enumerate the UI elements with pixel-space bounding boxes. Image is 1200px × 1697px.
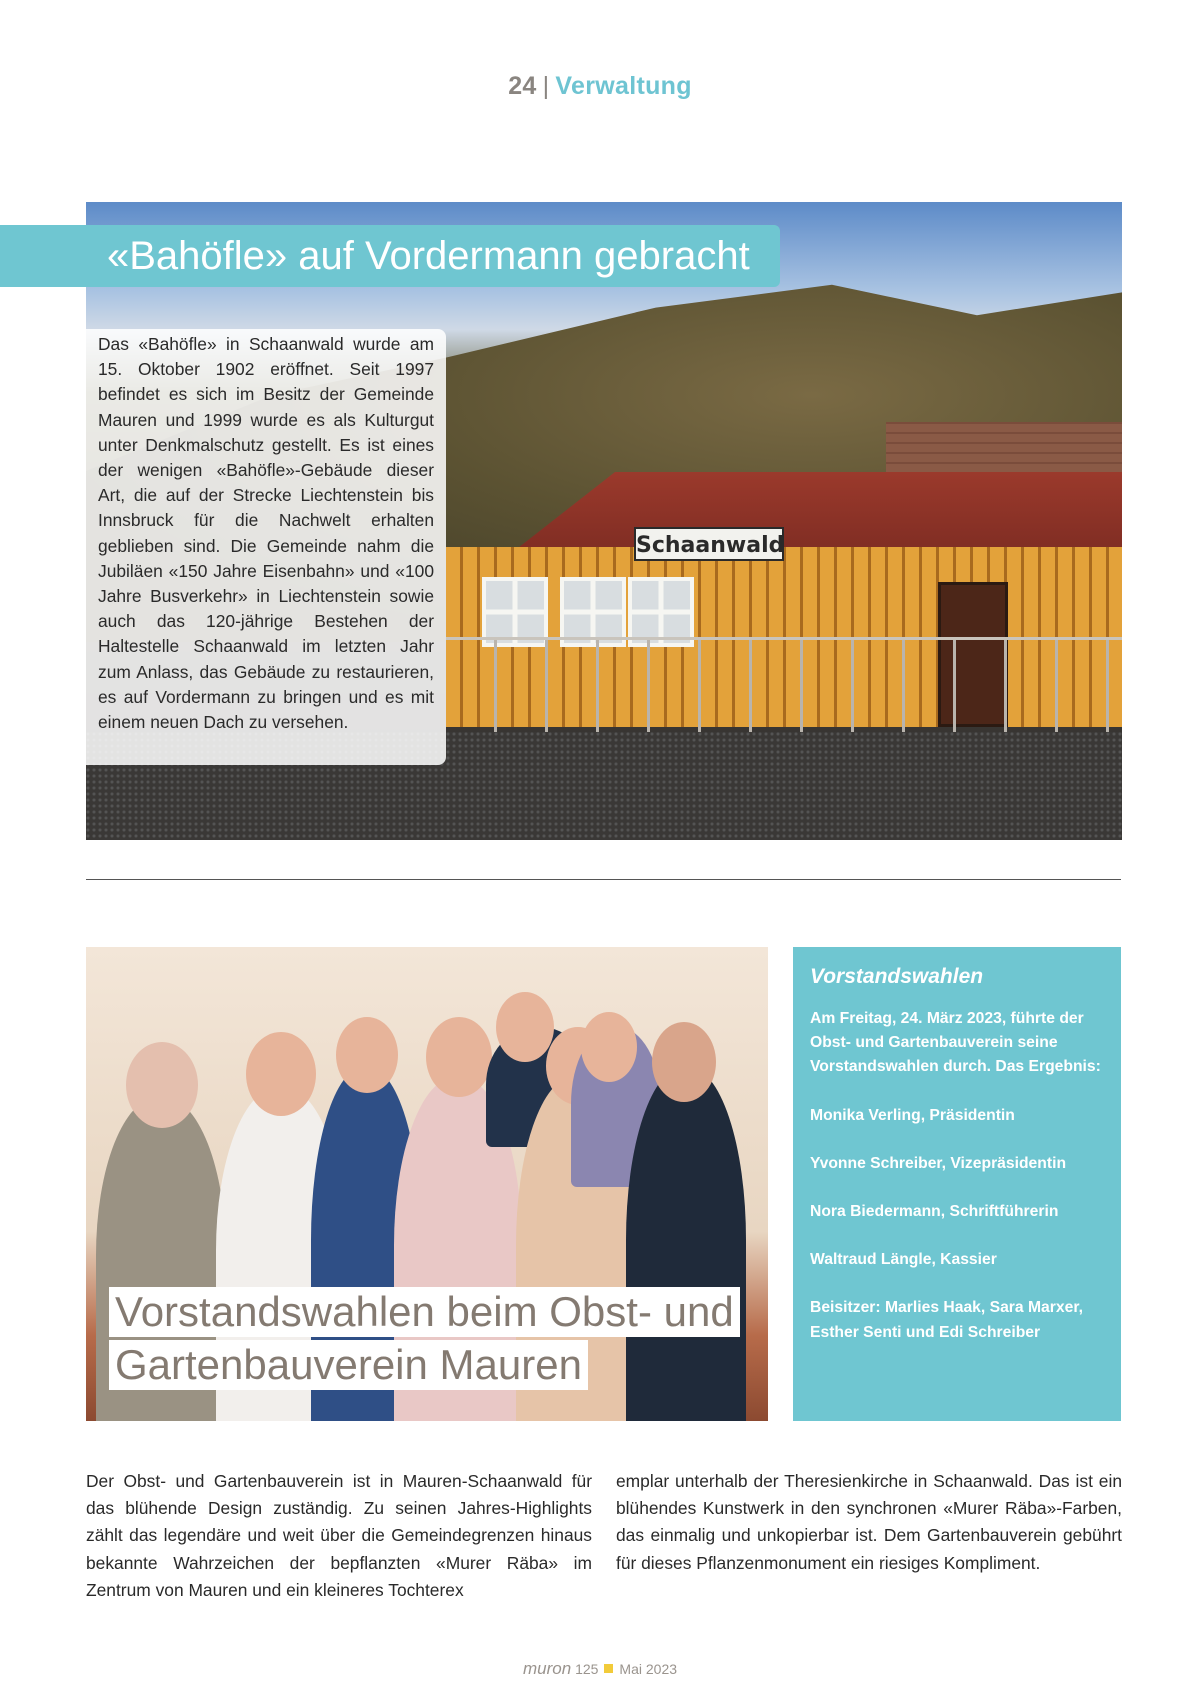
footer-date: Mai 2023 <box>619 1661 678 1677</box>
group-photo <box>86 947 768 1421</box>
group-title-line2: Gartenbauverein Mauren <box>109 1340 588 1390</box>
intro-paragraph: Das «Bahöfle» in Schaanwald wurde am 15. Oktober 1902 eröffnet. Seit 1997 befindet es sich im Besitz der Gemeinde Mauren und 1999 wurde es als Kulturgut unter Denkmalschutz gestellt. Es ist eines der wenigen «Bahöfle»-Gebäude dieser Art, die auf der Strecke Liechtenstein bis Innsbruck für die Nachwelt erhalten geblieben sind. Die Gemeinde nahm die Jubiläen «150 Jahre Eisenbahn» und «100 Jahre Busverkehr» in Liechtenstein sowie auch das 120-jährige Bestehen der Haltestelle Schaanwald im letzten Jahr zum Anlass, das Gebäude zu restaurieren, es auf Vordermann zu bringen und es mit einem neuen Dach zu versehen. <box>98 334 434 733</box>
page-number: 24 <box>508 72 537 100</box>
footer-issue: 125 <box>575 1661 599 1677</box>
person-head <box>336 1017 398 1093</box>
footer-square-icon <box>604 1664 613 1673</box>
person-head <box>581 1012 637 1082</box>
sidebar-intro: Am Freitag, 24. März 2023, führte der Obst- und Gartenbauverein seine Vorstandswahlen durch. Das Ergebnis: <box>810 1010 1101 1076</box>
person-head <box>246 1032 316 1116</box>
section-divider <box>86 879 1121 880</box>
page-header <box>0 72 1200 101</box>
station-sign: Schaanwald <box>634 527 784 561</box>
person-head <box>496 992 554 1062</box>
result-item: Waltraud Längle, Kassier <box>810 1251 997 1269</box>
group-article-title <box>109 1287 740 1393</box>
result-item: Beisitzer: Marlies Haak, Sara Marxer, Esther Senti und Edi Schreiber <box>810 1299 1083 1341</box>
article-title: «Bahöfle» auf Vordermann gebracht <box>107 234 750 278</box>
person-head <box>426 1017 492 1097</box>
sidebar-heading: Vorstandswahlen <box>810 965 984 988</box>
person-head <box>652 1022 716 1102</box>
intro-text-box <box>86 329 446 765</box>
article-title-bar <box>0 225 780 287</box>
group-title-line1: Vorstandswahlen beim Obst- und <box>109 1287 740 1337</box>
person-head <box>126 1042 198 1128</box>
header-separator: | <box>542 72 550 100</box>
page-footer <box>0 1659 1200 1679</box>
result-item: Nora Biedermann, Schriftführerin <box>810 1203 1059 1221</box>
body-column-1: Der Obst- und Gartenbauverein ist in Mauren-Schaanwald für das blühende Design zuständig. Zu seinen Jahres-Highlights zählt das legendäre und weit über die Gemeindegrenzen hinaus bekannte Wahrzeichen der bepflanzten «Murer Räba» im Zentrum von Mauren und ein kleineres Tochterex <box>86 1471 592 1600</box>
section-name: Verwaltung <box>555 72 692 100</box>
body-column-2: emplar unterhalb der Theresienkirche in Schaanwald. Das ist ein blühendes Kunstwerk in den synchronen «Murer Räba»-Farben, das einmalig und unkopierbar ist. Dem Gartenbauverein gebührt für dieses Pflanzenmonument ein riesiges Kompliment. <box>616 1471 1122 1573</box>
railing <box>446 637 1122 735</box>
election-results-box <box>793 947 1121 1421</box>
footer-brand: muron <box>522 1659 572 1678</box>
result-item: Monika Verling, Präsidentin <box>810 1106 1015 1124</box>
result-item: Yvonne Schreiber, Vizepräsidentin <box>810 1154 1067 1172</box>
